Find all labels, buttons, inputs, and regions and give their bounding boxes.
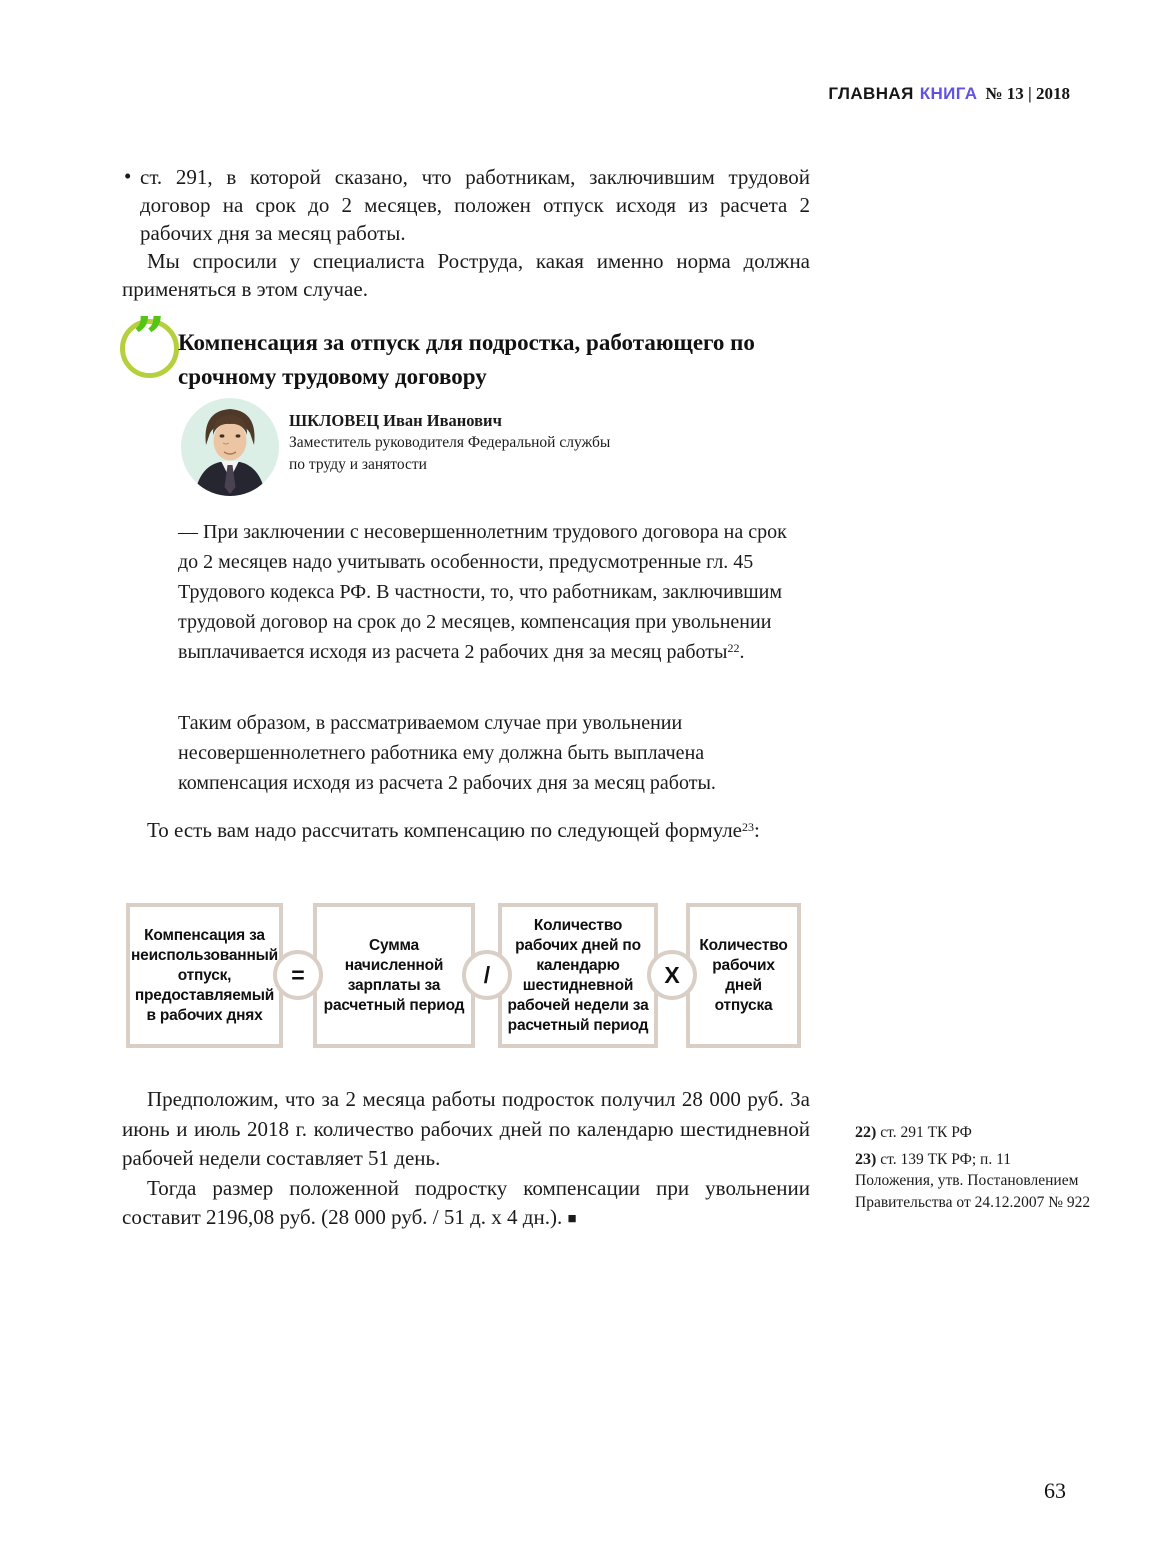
expert-meta (280, 397, 610, 497)
formula-operator-divide: / (462, 950, 512, 1000)
expert-role-line2: по труду и занятости (289, 456, 427, 473)
quotation-marks-glyph: ” (133, 305, 166, 371)
footnote-ref-23: 23 (742, 820, 754, 834)
footnote-22-number: 22) (855, 1124, 877, 1141)
formula-box-compensation: Компенсация за неиспользованный отпуск, предоставляемый в рабочих днях (126, 903, 283, 1048)
quote-paragraph-1-text: — При заключении с несовершеннолетним трудового договора на срок до 2 месяцев надо учитывать особенности, предусмотренные гл. 45 Трудового кодекса РФ. В частности, то, что работникам, заключившим трудовой договор на срок до 2 месяцев, компенсация при увольнении выплачивается исходя из расчета 2 рабочих дня за месяц работы (178, 521, 787, 663)
example-paragraph-2 (122, 1174, 810, 1235)
brand-kniga: КНИГА (919, 84, 978, 103)
example-section (122, 1085, 810, 1235)
page-header (828, 84, 1070, 104)
quote-paragraph-1 (178, 517, 800, 667)
issue-number: № 13 | 2018 (985, 84, 1070, 103)
formula-operator-multiply: X (647, 950, 697, 1000)
expert-role-line1: Заместитель руководителя Федеральной службы (289, 434, 611, 451)
expert-name: ШКЛОВЕЦ Иван Иванович (289, 411, 502, 430)
quote-title: Компенсация за отпуск для подростка, работающего по срочному трудовому договору (178, 330, 755, 389)
footnotes-sidebar (855, 1122, 1093, 1218)
footnote-23-number: 23) (855, 1150, 877, 1168)
bullet-paragraph (122, 163, 810, 247)
expert-card (180, 397, 610, 497)
footnote-22 (855, 1122, 1093, 1144)
expert-portrait-photo (180, 397, 280, 497)
quote-paragraph-2: Таким образом, в рассматриваемом случае при увольнении несовершеннолетнего работника ему должна быть выплачена компенсация исходя из расчета 2 рабочих дня за месяц работы. (178, 712, 716, 794)
formula-box-vacation-days: Количество рабочих дней отпуска (686, 903, 801, 1048)
example-paragraph-2-text: Тогда размер положенной подростку компенсации при увольнении составит 2196,08 руб. (28 000 руб. / 51 д. х 4 дн.). (122, 1175, 810, 1229)
formula-intro-text: То есть вам надо рассчитать компенсацию по следующей формуле (147, 818, 742, 842)
formula-diagram (122, 903, 810, 1050)
page-number: 63 (1044, 1478, 1066, 1503)
portrait-illustration (180, 397, 280, 497)
formula-operator-equals: = (273, 950, 323, 1000)
footnote-23 (855, 1149, 1093, 1214)
footnote-22-text: ст. 291 ТК РФ (880, 1124, 972, 1141)
quote-icon (120, 305, 179, 378)
bullet-text: ст. 291, в которой сказано, что работникам, заключившим трудовой договор на срок до 2 месяцев, положен отпуск исходя из расчета 2 рабочих дня за месяц работы. (140, 165, 810, 245)
quote-paragraph-1-tail: . (739, 641, 745, 663)
footnote-23-text: ст. 139 ТК РФ; п. 11 Положения, утв. Постановлением Правительства от 24.12.2007 № 922 (855, 1150, 1091, 1211)
article-end-marker: ■ (567, 1211, 577, 1227)
intro-paragraph: Мы спросили у специалиста Роструда, какая именно норма должна применяться в этом случае. (122, 249, 810, 301)
formula-intro-tail: : (754, 818, 760, 842)
formula-intro-paragraph (122, 816, 810, 845)
bullet-marker: • (124, 164, 132, 188)
brand-glavnaya: ГЛАВНАЯ (828, 84, 914, 103)
formula-box-salary-sum: Сумма начисленной зарплаты за расчетный период (313, 903, 475, 1048)
footnote-ref-22: 22 (727, 641, 740, 655)
formula-box-working-days-calendar: Количество рабочих дней по календарю шестидневной рабочей недели за расчетный период (498, 903, 658, 1048)
example-paragraph-1: Предположим, что за 2 месяца работы подросток получил 28 000 руб. За июнь и июль 2018 г. количество рабочих дней по календарю шестидневной рабочей недели составляет 51 день. (122, 1087, 810, 1170)
